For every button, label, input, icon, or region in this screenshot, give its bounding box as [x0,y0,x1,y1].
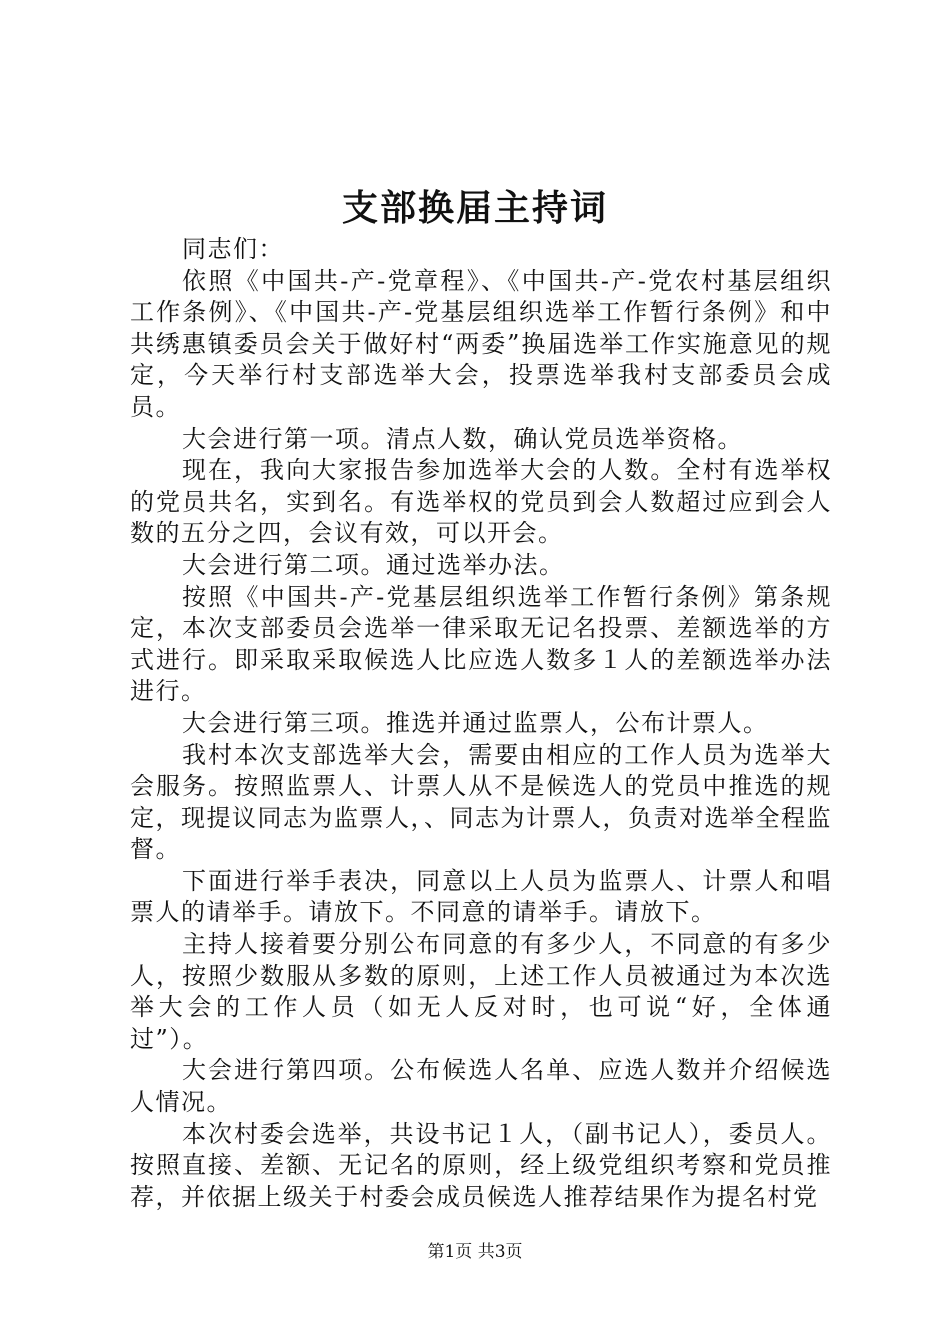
paragraph: 大会进行第一项。清点人数，确认党员选举资格。 [182,424,743,453]
paragraph: 本次村委会选举，共设书记１人，（副书记人），委员人。按照直接、差额、无记名的原则，经上级党组织考察和党员推荐，并依据上级关于村委会成员候选人推荐结果作为提名村党 [130,1119,832,1211]
paragraph: 我村本次支部选举大会，需要由相应的工作人员为选举大会服务。按照监票人、计票人从不是候选人的党员中推选的规定，现提议同志为监票人，、同志为计票人，负责对选举全程监督。 [130,740,832,864]
paragraph: 主持人接着要分别公布同意的有多少人，不同意的有多少人，按照少数服从多数的原则，上述工作人员被通过为本次选举大会的工作人员（如无人反对时，也可说“好，全体通过”）。 [130,930,832,1053]
paragraph: 现在，我向大家报告参加选举大会的人数。全村有选举权的党员共名，实到名。有选举权的党员到会人数超过应到会人数的五分之四，会议有效，可以开会。 [130,456,832,548]
document-body [130,234,832,1213]
paragraph: 下面进行举手表决，同意以上人员为监票人、计票人和唱票人的请举手。请放下。不同意的请举手。请放下。 [130,866,832,927]
paragraph: 大会进行第四项。公布候选人名单、应选人数并介绍候选人情况。 [130,1056,832,1117]
document-title: 支部换届主持词 [341,187,608,229]
paragraph: 依照《中国共-产-党章程》、《中国共-产-党农村基层组织工作条例》、《中国共-产-党基层组织选举工作暂行条例》和中共绣惠镇委员会关于做好村“两委”换届选举工作实施意见的规定，今天举行村支部选举大会，投票选举我村支部委员会成员。 [130,266,832,421]
paragraph: 按照《中国共-产-党基层组织选举工作暂行条例》第条规定，本次支部委员会选举一律采取无记名投票、差额选举的方式进行。即采取采取候选人比应选人数多１人的差额选举办法进行。 [130,582,832,706]
paragraph: 大会进行第三项。推选并通过监票人，公布计票人。 [182,708,769,737]
paragraph-greeting: 同志们： [182,235,284,263]
page-footer: 第1页 共3页 [427,1242,523,1262]
paragraph: 大会进行第二项。通过选举办法。 [182,550,565,579]
